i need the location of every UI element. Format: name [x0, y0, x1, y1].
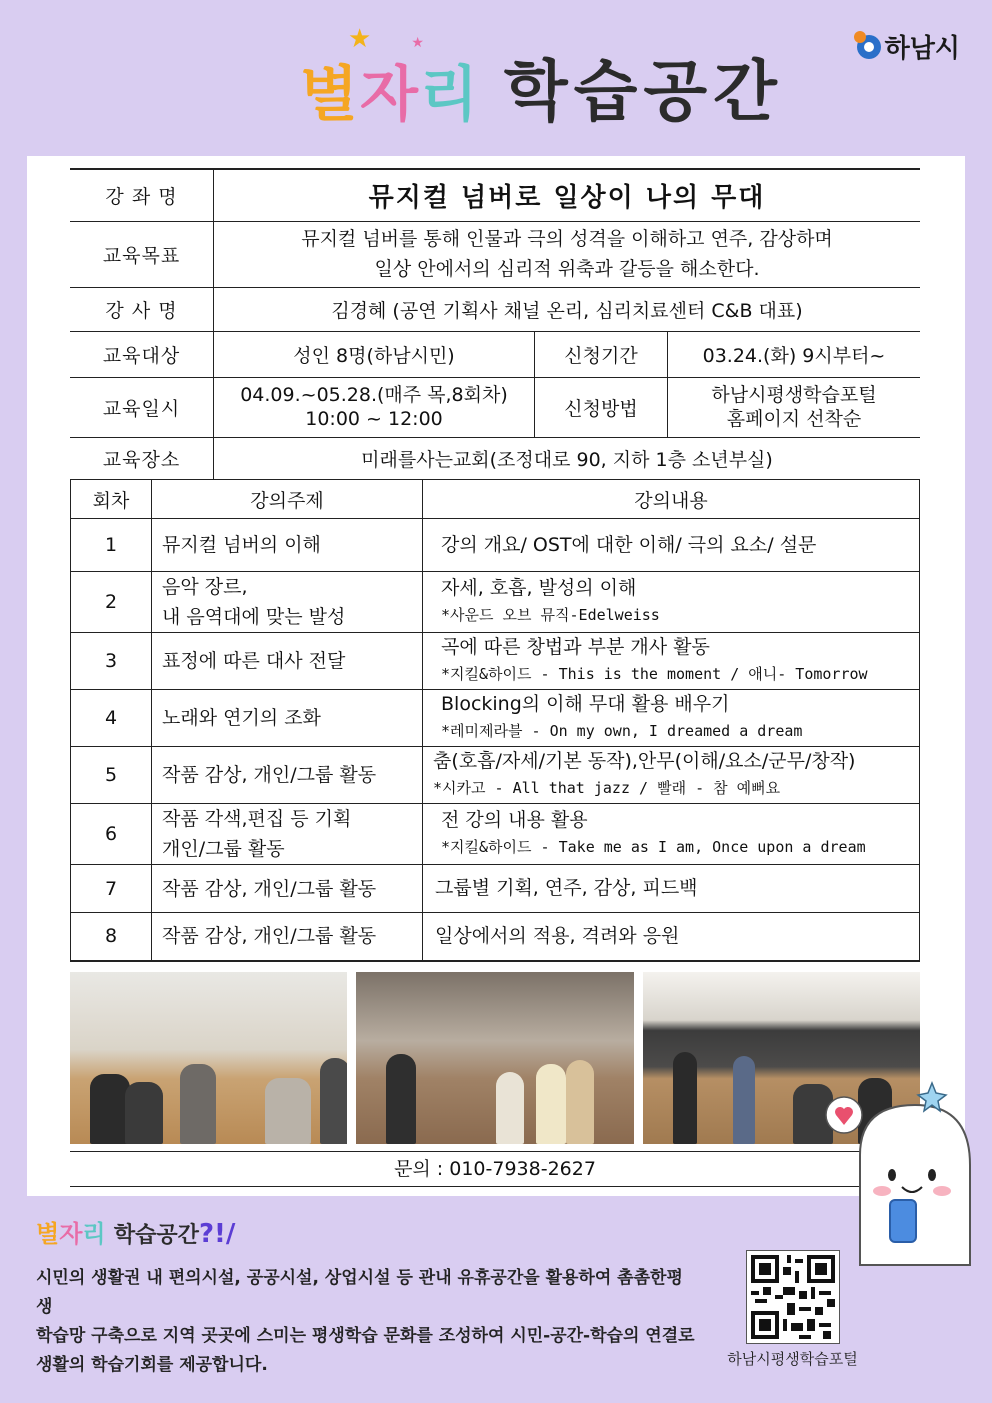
place-text: 미래를사는교회(조정대로 90, 지하 1층 소년부실): [214, 437, 921, 479]
table-row: 4 노래와 연기의 조화 Blocking의 이해 무대 활용 배우기 *레미제라블 - On my own, I dreamed a dream: [71, 690, 920, 747]
instructor-label: 강 사 명: [70, 287, 214, 331]
target-label: 교육대상: [70, 331, 214, 377]
goal-text: 뮤지컬 넘버를 통해 인물과 극의 성격을 이해하고 연주, 감상하며 일상 안에서의 심리적 위축과 갈등을 해소한다.: [214, 221, 921, 287]
table-row: 8 작품 감상, 개인/그룹 활동 일상에서의 적용, 격려와 응원: [71, 913, 920, 961]
contact-info: 문의 : 010-7938-2627: [70, 1151, 920, 1187]
class-photo-1: [70, 972, 347, 1144]
city-logo-text: 하남시: [884, 34, 960, 64]
mascot-character-icon: [820, 1075, 990, 1275]
target-text: 성인 8명(하남시민): [214, 331, 535, 377]
qr-code-icon[interactable]: [746, 1250, 840, 1344]
course-info-table: [70, 168, 920, 480]
course-title: 뮤지컬 넘버로 일상이 나의 무대: [214, 169, 921, 221]
brand-title: [300, 24, 783, 133]
table-row: 7 작품 감상, 개인/그룹 활동 그룹별 기획, 연주, 감상, 피드백: [71, 865, 920, 913]
apply-period-text: 03.24.(화) 9시부터~: [668, 331, 921, 377]
table-row: 2 음악 장르, 내 음역대에 맞는 발성 자세, 호흡, 발성의 이해 *사운드 오브 뮤직-Edelweiss: [71, 572, 920, 633]
apply-method-label: 신청방법: [535, 377, 668, 437]
hanam-city-logo: [857, 28, 960, 65]
table-row: 1 뮤지컬 넘버의 이해 강의 개요/ OST에 대한 이해/ 극의 요소/ 설문: [71, 519, 920, 572]
header-content: 강의내용: [423, 480, 920, 519]
qr-label: 하남시평생학습포털: [727, 1350, 858, 1368]
class-photos: [70, 972, 920, 1144]
schedule-label: 교육일시: [70, 377, 214, 437]
table-row: 5 작품 감상, 개인/그룹 활동 춤(호흡/자세/기본 동작),안무(이해/요소/군무/창작) *시카고 - All that jazz / 빨래 - 참 예뻐요: [71, 747, 920, 804]
apply-period-label: 신청기간: [535, 331, 668, 377]
class-photo-2: [356, 972, 633, 1144]
header-topic: 강의주제: [152, 480, 423, 519]
star-icon: ★ ★: [348, 24, 424, 54]
goal-label: 교육목표: [70, 221, 214, 287]
table-row: 6 작품 각색,편집 등 기획 개인/그룹 활동 전 강의 내용 활용 *지킬&하이드 - Take me as I am, Once upon a dream: [71, 804, 920, 865]
footer-brand: 별자리 학습공간?!/: [36, 1219, 236, 1249]
course-card: [27, 156, 965, 1196]
place-label: 교육장소: [70, 437, 214, 479]
hanam-logo-icon: [857, 35, 881, 59]
course-label: 강 좌 명: [70, 169, 214, 221]
brand-main-text: 학습공간: [503, 53, 783, 130]
apply-method-text: 하남시평생학습포털 홈페이지 선착순: [668, 377, 921, 437]
table-row: 3 표정에 따른 대사 전달 곡에 따른 창법과 부분 개사 활동 *지킬&하이드 - This is the moment / 애니- Tomorrow: [71, 633, 920, 690]
schedule-text: 04.09.~05.28.(매주 목,8회차) 10:00 ~ 12:00: [214, 377, 535, 437]
instructor-text: 김경혜 (공연 기획사 채널 온리, 심리치료센터 C&B 대표): [214, 287, 921, 331]
header-session: 회차: [71, 480, 152, 519]
footer-description: 시민의 생활권 내 편의시설, 공공시설, 상업시설 등 관내 유휴공간을 활용하여 촘촘한평생 학습망 구축으로 지역 곳곳에 스미는 평생학습 문화를 조성하여 시민-공간-학습의 연결로 생활의 학습기회를 제공합니다.: [36, 1268, 695, 1375]
brand-star-text: 별자리: [300, 60, 480, 130]
lecture-schedule-table: [70, 479, 920, 962]
